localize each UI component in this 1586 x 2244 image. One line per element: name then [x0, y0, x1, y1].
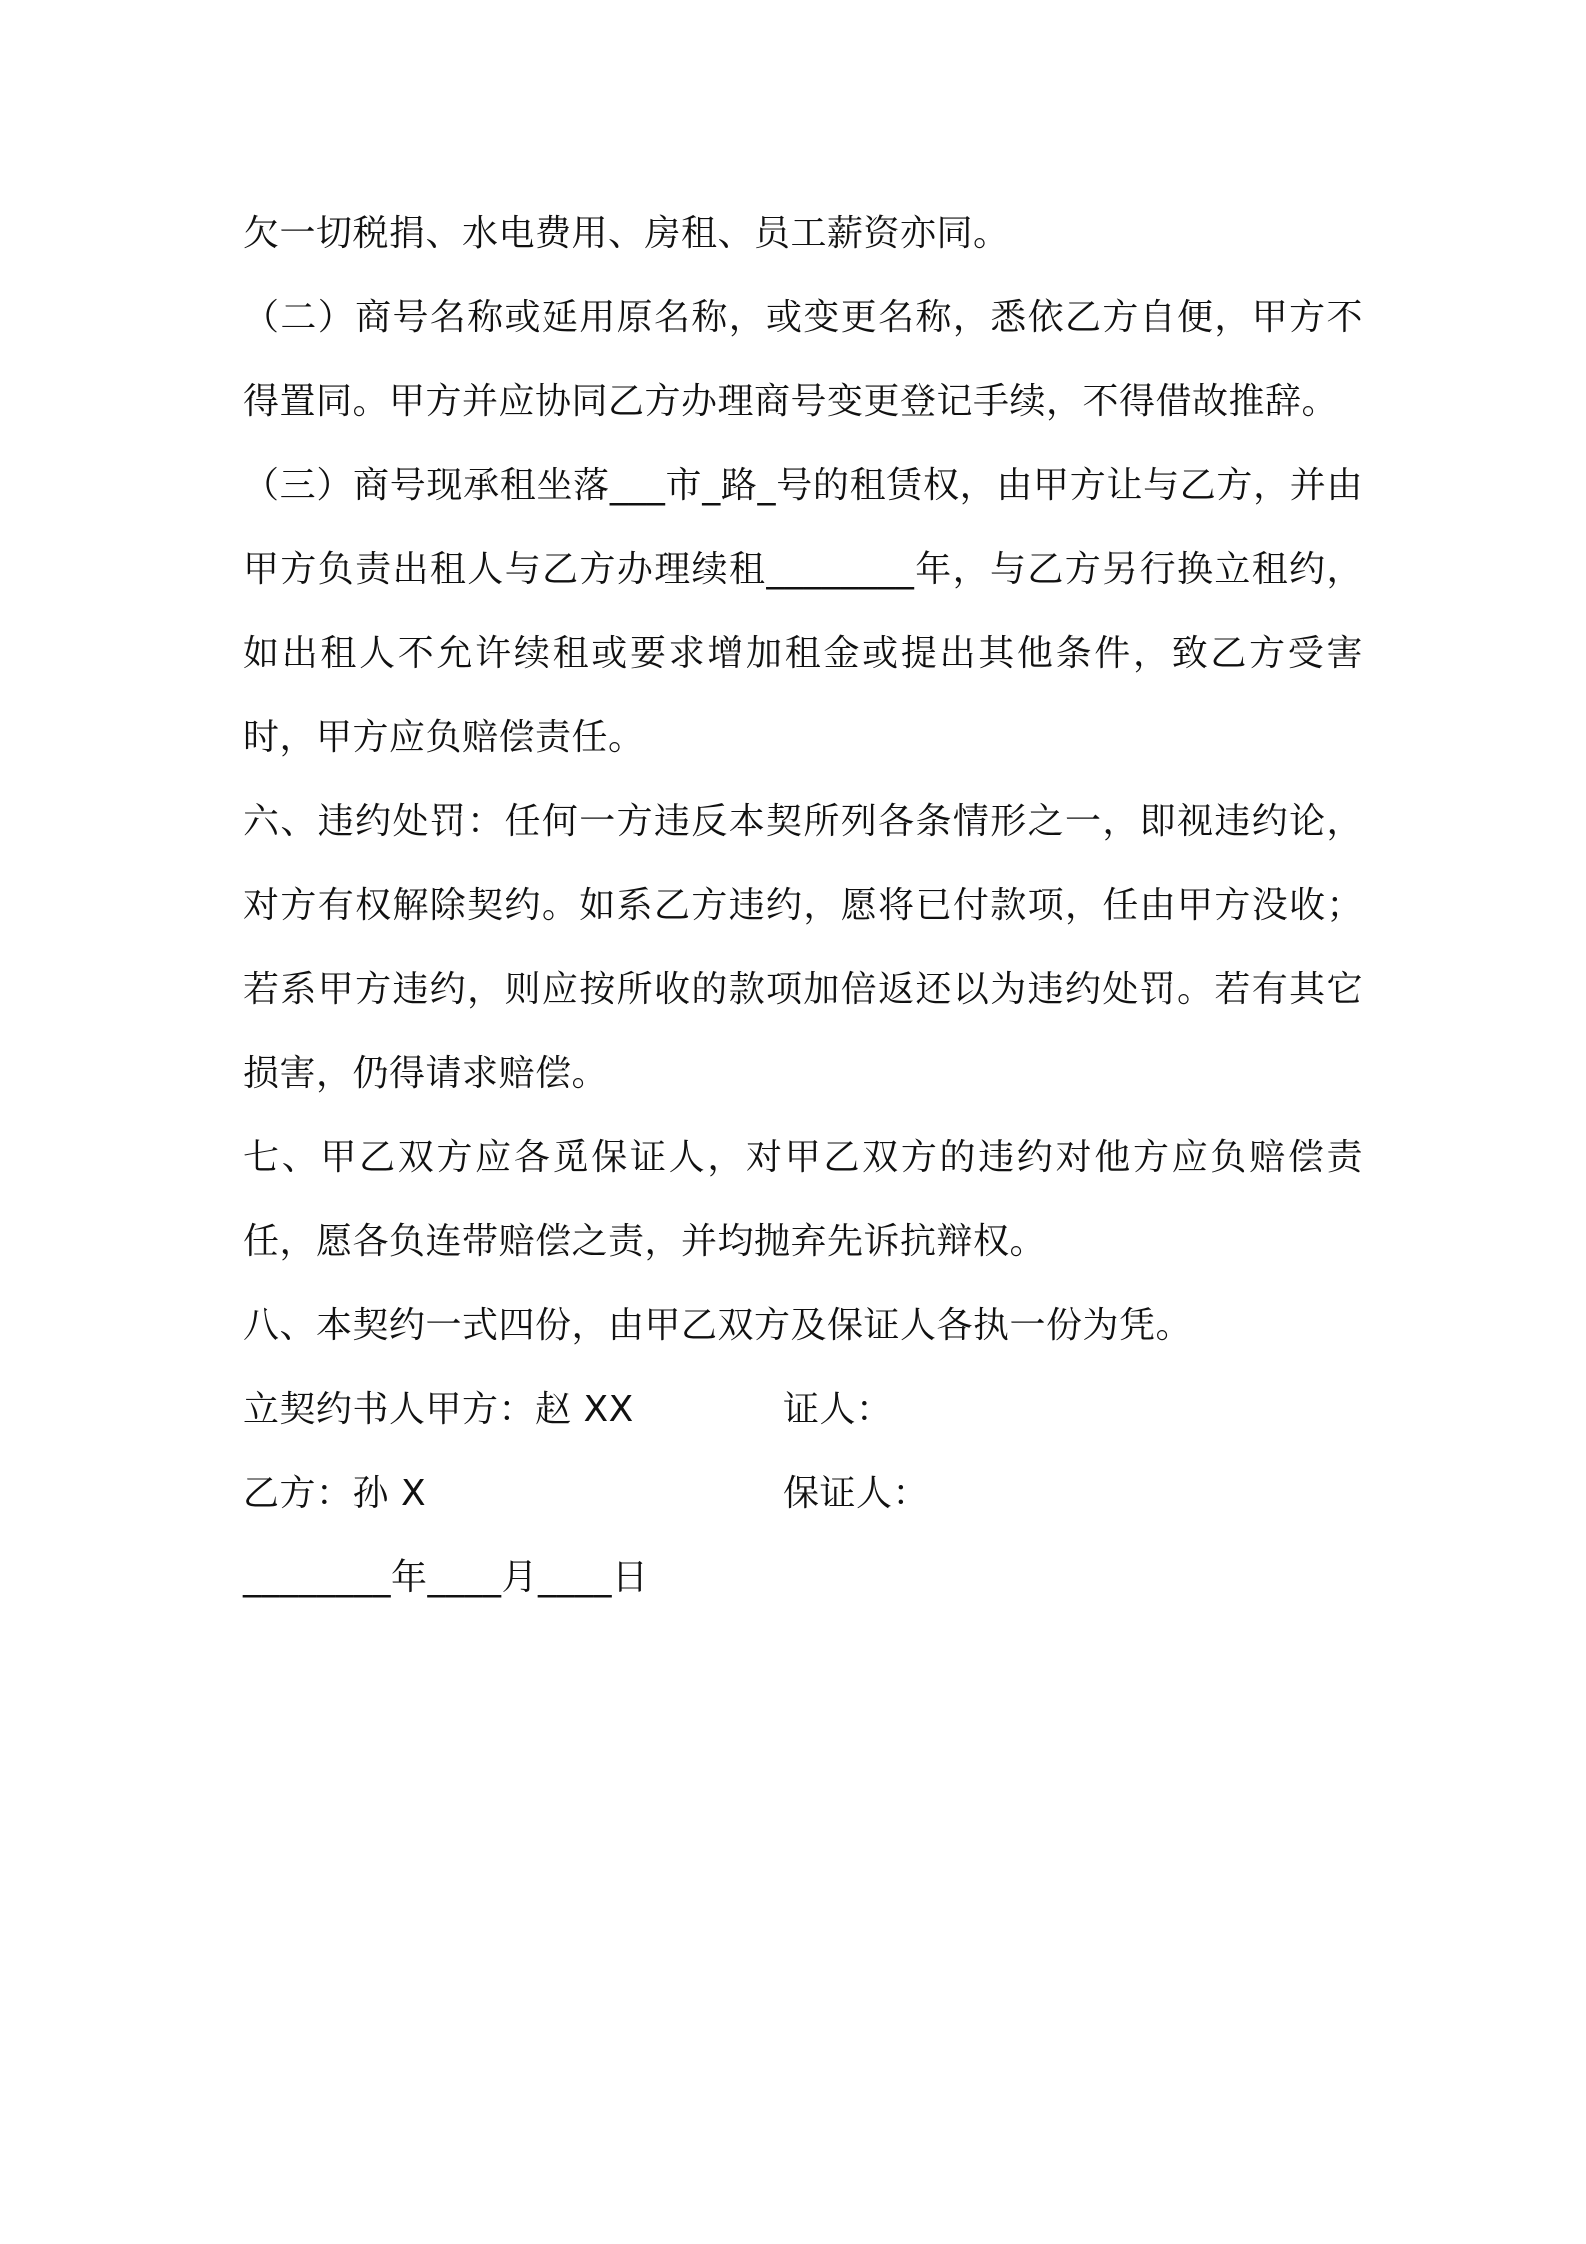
signature-row-2: [243, 1452, 1363, 1536]
paragraph-taxes: 欠一切税捐、水电费用、房租、员工薪资亦同。: [243, 213, 1010, 254]
paragraph-breach-penalty: 六、违约处罚：任何一方违反本契所列各条情形之一，即视违约论，对方有权解除契约。如系乙方违约，愿将已付款项，任由甲方没收；若系甲方违约，则应按所收的款项加倍返还以为违约处罚。若有其它损害，仍得请求赔偿。: [243, 801, 1363, 1094]
party-b-signature: 乙方：孙 X: [243, 1473, 427, 1514]
paragraph-lease-transfer: （三）商号现承租坐落___市_路_号的租赁权，由甲方让与乙方，并由甲方负责出租人与乙方办理续租________年，与乙方另行换立租约，如出租人不允许续租或要求增加租金或提出其他条件，致乙方受害时，甲方应负赔偿责任。: [243, 465, 1363, 758]
guarantor-signature: 保证人：: [783, 1473, 930, 1514]
paragraph-trade-name: （二）商号名称或延用原名称，或变更名称，悉依乙方自便，甲方不得置同。甲方并应协同乙方办理商号变更登记手续，不得借故推辞。: [243, 297, 1363, 422]
paragraph-copies: 八、本契约一式四份，由甲乙双方及保证人各执一份为凭。: [243, 1305, 1193, 1346]
signature-row-1: [243, 1368, 1363, 1452]
paragraph-guarantors: 七、甲乙双方应各觅保证人，对甲乙双方的违约对他方应负赔偿责任，愿各负连带赔偿之责，并均抛弃先诉抗辩权。: [243, 1137, 1363, 1262]
contract-body: [243, 192, 1363, 1620]
witness-signature: 证人：: [783, 1389, 893, 1430]
date-line: ________年____月____日: [243, 1557, 649, 1598]
party-a-signature: 立契约书人甲方：赵 XX: [243, 1389, 634, 1430]
